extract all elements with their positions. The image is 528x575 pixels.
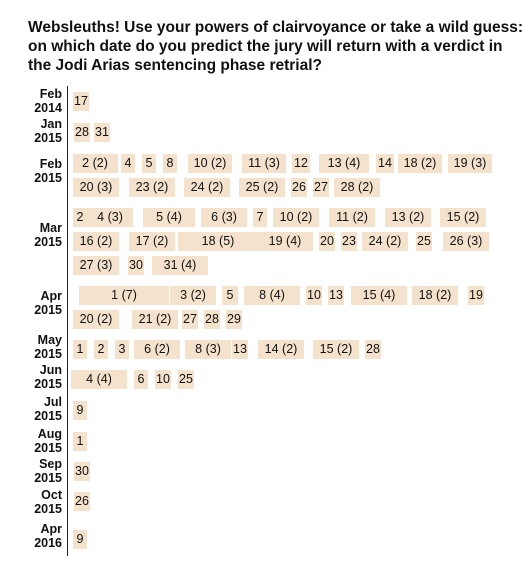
month-name: Jan xyxy=(40,117,62,131)
prediction-label: 4 (3) xyxy=(97,210,123,224)
prediction-label: 31 xyxy=(95,125,109,139)
month-name: Jul xyxy=(43,395,62,409)
month-label xyxy=(34,117,62,145)
prediction-label: 17 xyxy=(74,94,88,108)
prediction-label: 15 (4) xyxy=(362,288,396,302)
prediction-label: 16 (2) xyxy=(79,234,113,248)
month-label xyxy=(34,87,62,115)
prediction-label: 15 (2) xyxy=(446,210,480,224)
prediction-label: 6 xyxy=(137,372,145,386)
month-year: 2014 xyxy=(34,101,62,115)
prediction-label: 13 (2) xyxy=(391,210,425,224)
prediction-label: 20 (2) xyxy=(79,312,113,326)
month-year: 2015 xyxy=(34,377,62,391)
chart-title: Websleuths! Use your powers of clairvoyance or take a wild guess: on which date do you predict the jury will return with a verdict in the Jodi Arias sentencing phase retrial? xyxy=(28,19,524,74)
prediction-label: 15 (2) xyxy=(319,342,353,356)
prediction-label: 13 (4) xyxy=(327,156,361,170)
prediction-label: 6 (2) xyxy=(144,342,170,356)
prediction-label: 5 xyxy=(226,288,234,302)
month-year: 2015 xyxy=(34,171,62,185)
prediction-label: 3 xyxy=(118,342,126,356)
month-year: 2015 xyxy=(34,235,62,249)
prediction-label: 8 xyxy=(166,156,174,170)
prediction-label: 8 (4) xyxy=(259,288,285,302)
month-label xyxy=(34,157,62,185)
prediction-label: 21 (2) xyxy=(138,312,172,326)
prediction-label: 1 xyxy=(76,342,84,356)
month-name: Apr xyxy=(40,522,62,536)
prediction-label: 28 (2) xyxy=(340,180,374,194)
prediction-label: 14 (2) xyxy=(264,342,298,356)
prediction-label: 28 xyxy=(366,342,380,356)
prediction-label: 23 (2) xyxy=(135,180,169,194)
prediction-label: 24 (2) xyxy=(368,234,402,248)
prediction-label: 26 xyxy=(75,494,89,508)
prediction-label: 18 (5) xyxy=(201,234,235,248)
month-label xyxy=(34,522,62,550)
prediction-label: 5 xyxy=(145,156,153,170)
prediction-label: 2 xyxy=(97,342,105,356)
month-year: 2015 xyxy=(34,303,62,317)
prediction-label: 30 xyxy=(129,258,143,272)
prediction-label: 19 xyxy=(469,288,483,302)
month-year: 2015 xyxy=(34,441,62,455)
month-label xyxy=(34,289,62,317)
prediction-label: 23 xyxy=(342,234,356,248)
prediction-label: 10 xyxy=(307,288,321,302)
month-year: 2015 xyxy=(34,131,62,145)
prediction-label: 30 xyxy=(75,464,89,478)
month-name: Mar xyxy=(39,221,62,235)
month-name: May xyxy=(37,333,62,347)
month-label xyxy=(34,395,62,423)
prediction-label: 24 (2) xyxy=(190,180,224,194)
prediction-label: 25 xyxy=(417,234,431,248)
prediction-label: 25 (2) xyxy=(245,180,279,194)
prediction-label: 27 xyxy=(314,180,328,194)
prediction-label: 20 (3) xyxy=(79,180,113,194)
prediction-label: 28 xyxy=(75,125,89,139)
prediction-label: 2 (2) xyxy=(82,156,108,170)
month-label xyxy=(34,457,62,485)
prediction-label: 8 (3) xyxy=(195,342,221,356)
prediction-label: 2 xyxy=(76,210,84,224)
prediction-label: 3 (2) xyxy=(180,288,206,302)
month-year: 2015 xyxy=(34,409,62,423)
prediction-label: 10 xyxy=(156,372,170,386)
prediction-label: 19 (4) xyxy=(268,234,302,248)
month-year: 2015 xyxy=(34,471,62,485)
prediction-label: 6 (3) xyxy=(211,210,237,224)
prediction-label: 26 (3) xyxy=(449,234,483,248)
prediction-label: 12 xyxy=(294,156,308,170)
prediction-label: 13 xyxy=(329,288,343,302)
prediction-label: 31 (4) xyxy=(163,258,197,272)
prediction-label: 27 xyxy=(183,312,197,326)
prediction-label: 4 (4) xyxy=(86,372,112,386)
prediction-label: 10 (2) xyxy=(193,156,227,170)
month-name: Apr xyxy=(40,289,62,303)
month-label xyxy=(34,427,62,455)
month-name: Jun xyxy=(39,363,62,377)
prediction-label: 28 xyxy=(205,312,219,326)
prediction-label: 13 xyxy=(233,342,247,356)
month-label xyxy=(34,488,62,516)
month-name: Aug xyxy=(37,427,62,441)
month-label xyxy=(34,333,62,361)
prediction-label: 18 (2) xyxy=(418,288,452,302)
prediction-label: 27 (3) xyxy=(79,258,113,272)
prediction-label: 1 xyxy=(76,434,84,448)
prediction-label: 26 xyxy=(292,180,306,194)
prediction-label: 4 xyxy=(124,156,132,170)
month-label xyxy=(34,363,62,391)
month-name: Oct xyxy=(41,488,62,502)
month-name: Feb xyxy=(39,157,62,171)
y-axis-line xyxy=(67,86,68,556)
prediction-label: 9 xyxy=(76,532,84,546)
prediction-label: 9 xyxy=(76,403,84,417)
prediction-label: 29 xyxy=(227,312,241,326)
prediction-label: 19 (3) xyxy=(453,156,487,170)
month-year: 2016 xyxy=(34,536,62,550)
prediction-label: 10 (2) xyxy=(279,210,313,224)
prediction-label: 20 xyxy=(320,234,334,248)
month-year: 2015 xyxy=(34,347,62,361)
prediction-label: 17 (2) xyxy=(135,234,169,248)
month-year: 2015 xyxy=(34,502,62,516)
prediction-label: 1 (7) xyxy=(111,288,137,302)
prediction-label: 11 (2) xyxy=(336,210,368,224)
month-name: Feb xyxy=(39,87,62,101)
prediction-label: 14 xyxy=(378,156,392,170)
month-label xyxy=(34,221,62,249)
prediction-label: 5 (4) xyxy=(156,210,182,224)
prediction-label: 18 (2) xyxy=(403,156,437,170)
prediction-label: 25 xyxy=(179,372,193,386)
prediction-label: 7 xyxy=(256,210,264,224)
prediction-label: 11 (3) xyxy=(248,156,280,170)
month-name: Sep xyxy=(39,457,62,471)
